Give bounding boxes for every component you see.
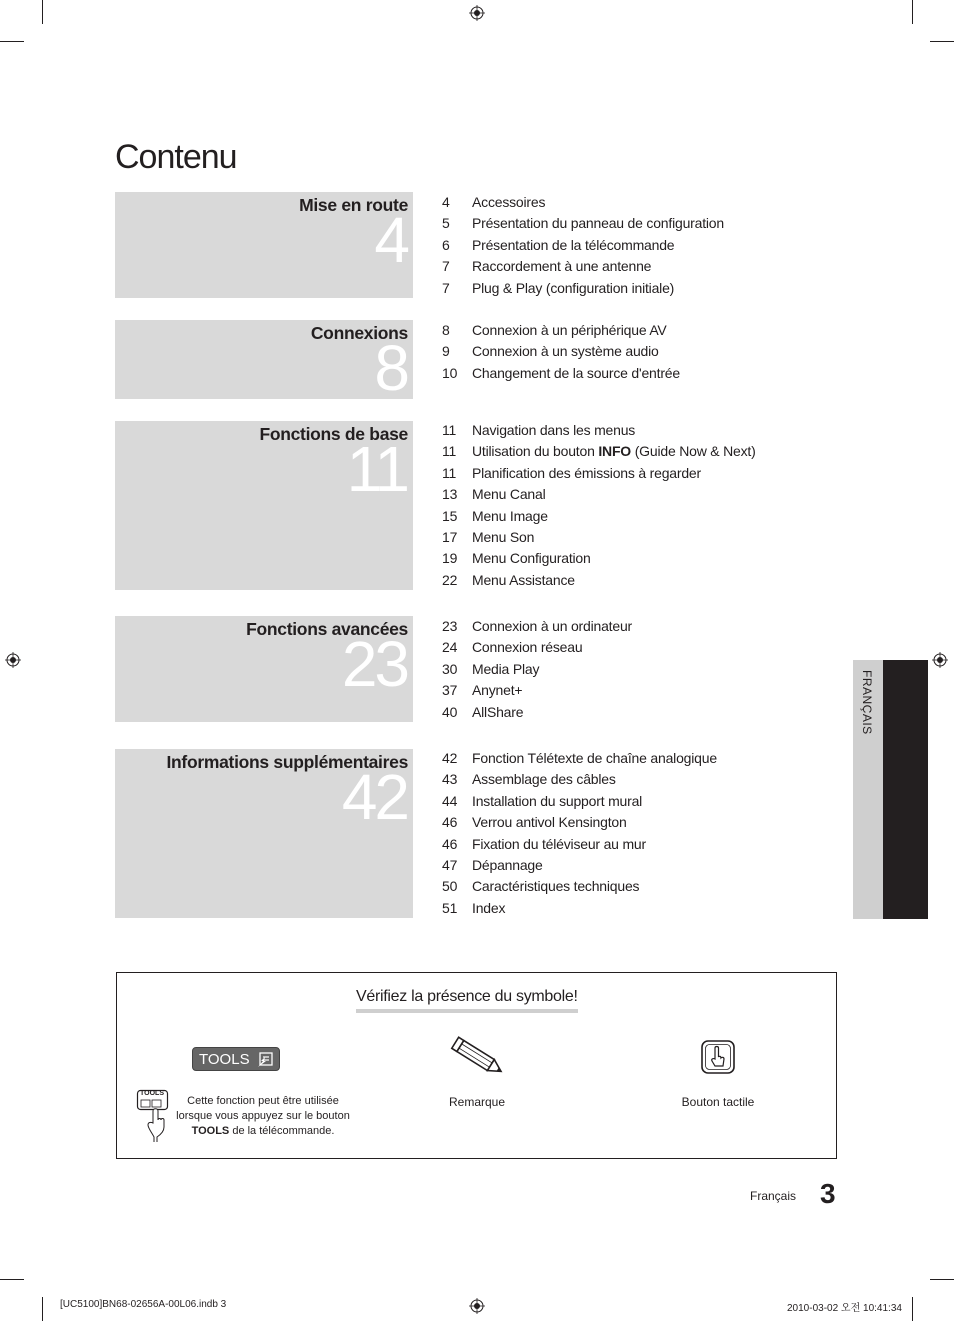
toc-page: 7 <box>442 258 450 275</box>
toc-text: Fonction Télétexte de chaîne analogique <box>472 750 717 766</box>
language-tab-label: FRANÇAIS <box>860 670 874 735</box>
toc-page: 30 <box>442 660 458 677</box>
toc-text: Menu Image <box>472 507 548 524</box>
toc-page: 9 <box>442 343 450 360</box>
toc-item[interactable] <box>442 506 756 527</box>
toc-page: 44 <box>442 792 458 809</box>
registration-mark-icon <box>469 1298 485 1314</box>
toc-item[interactable] <box>442 192 724 213</box>
toc-text: Connexion réseau <box>472 639 583 656</box>
toc-page: 42 <box>442 750 458 766</box>
toc-page: 11 <box>442 422 457 438</box>
section-number: 4 <box>374 204 407 276</box>
section-number: 11 <box>346 433 407 505</box>
tools-desc-end: de la télécommande. <box>229 1125 335 1137</box>
toc-text: Connexion à un système audio <box>472 343 659 360</box>
note-pencil-icon <box>447 1035 507 1084</box>
toc-item[interactable] <box>442 834 717 855</box>
section-box-connexions <box>115 320 413 404</box>
section-box-mise-en-route <box>115 192 413 298</box>
toc-text: Navigation dans les menus <box>472 422 636 438</box>
crop-mark <box>930 1279 954 1280</box>
toc-text: Présentation du panneau de configuration <box>472 215 724 232</box>
toc-item[interactable] <box>442 548 756 569</box>
toc-text: Utilisation du bouton <box>472 443 599 460</box>
toc-item[interactable] <box>442 876 717 897</box>
toc-text: Anynet+ <box>472 682 523 699</box>
section-name: Connexions <box>310 323 408 343</box>
footer-language: Français <box>750 1189 797 1203</box>
toc-page: 47 <box>442 856 458 873</box>
tools-description <box>176 1094 350 1139</box>
tools-desc-line: lorsque vous appuyez sur le bouton <box>176 1110 350 1122</box>
touch-button-icon <box>700 1040 736 1081</box>
toc-text: Menu Son <box>472 528 535 545</box>
toc-text: Planification des émissions à regarder <box>472 464 701 481</box>
toc-item[interactable] <box>442 702 632 723</box>
toc-item[interactable] <box>442 616 632 637</box>
toc-page: 22 <box>442 571 458 588</box>
toc-text: Verrou antivol Kensington <box>472 814 627 831</box>
tools-badge <box>192 1047 280 1071</box>
section-box-fonctions-de-base <box>115 421 413 590</box>
toc-list-informations-supplementaires <box>442 748 717 919</box>
toc-page: 17 <box>442 528 458 545</box>
toc-text: Présentation de la télécommande <box>472 236 675 253</box>
section-number: 42 <box>341 761 407 833</box>
toc-item[interactable] <box>442 213 724 234</box>
toc-item[interactable] <box>442 235 724 256</box>
toc-item[interactable] <box>442 898 717 919</box>
symbol-legend-title: Vérifiez la présence du symbole! <box>356 988 578 1013</box>
crop-mark <box>930 41 954 42</box>
toc-item[interactable] <box>442 637 632 658</box>
toc-page: 43 <box>442 771 458 788</box>
section-box-fonctions-avancees <box>115 616 413 722</box>
tools-badge-label: TOOLS <box>199 1051 250 1068</box>
toc-text: Assemblage des câbles <box>472 771 616 788</box>
toc-text: Index <box>472 899 506 916</box>
tools-desc-line: Cette fonction peut être utilisée <box>187 1095 339 1107</box>
toc-page: 5 <box>442 215 450 232</box>
toc-page: 24 <box>442 639 458 656</box>
section-number: 8 <box>374 332 407 404</box>
note-caption: Remarque <box>448 1095 506 1109</box>
toc-text: Connexion à un périphérique AV <box>472 322 667 338</box>
toc-page: 50 <box>442 878 458 895</box>
toc-text: Fixation du téléviseur au mur <box>472 835 646 852</box>
page-title: Contenu <box>115 138 237 176</box>
hand-icon-label: TOOLS <box>140 1090 164 1097</box>
registration-mark-icon <box>469 5 485 21</box>
registration-mark-icon <box>932 652 948 668</box>
toc-text: Media Play <box>472 660 540 677</box>
section-number: 23 <box>341 628 407 700</box>
tools-desc-line <box>176 1124 350 1139</box>
toc-item[interactable] <box>442 680 632 701</box>
toc-page: 37 <box>442 682 458 699</box>
toc-text: Menu Canal <box>472 486 546 503</box>
toc-text: Menu Assistance <box>472 571 575 588</box>
toc-list-fonctions-avancees <box>442 616 632 723</box>
toc-item[interactable] <box>442 463 756 484</box>
touch-button-caption: Bouton tactile <box>681 1095 755 1109</box>
toc-text: Dépannage <box>472 856 543 873</box>
toc-item[interactable] <box>442 527 756 548</box>
slug-filename: [UC5100]BN68-02656A-00L06.indb 3 <box>60 1299 227 1310</box>
toc-page: 46 <box>442 814 458 831</box>
section-name: Fonctions de base <box>259 424 408 444</box>
toc-text: Raccordement à une antenne <box>472 258 652 275</box>
toc-list-fonctions-de-base <box>442 420 756 591</box>
toc-page: 23 <box>442 618 458 634</box>
toc-item[interactable] <box>442 320 680 341</box>
crop-mark <box>0 41 24 42</box>
language-tab-block <box>883 660 928 919</box>
toc-item[interactable] <box>442 341 680 362</box>
toc-page: 6 <box>442 236 450 253</box>
toc-text-bold: INFO <box>598 443 632 460</box>
toc-item[interactable] <box>442 812 717 833</box>
toc-page: 40 <box>442 703 458 720</box>
toc-item[interactable] <box>442 420 756 441</box>
toc-item[interactable] <box>442 484 756 505</box>
tools-button-icon <box>256 1052 274 1068</box>
toc-page: 4 <box>442 194 450 210</box>
page-number: 3 <box>820 1178 836 1209</box>
section-name: Fonctions avancées <box>246 619 408 639</box>
toc-text: Plug & Play (configuration initiale) <box>472 279 675 296</box>
toc-page: 11 <box>442 464 457 481</box>
toc-text: Menu Configuration <box>472 550 591 567</box>
toc-text: AllShare <box>472 703 524 720</box>
toc-page: 19 <box>442 550 458 567</box>
registration-mark-icon <box>5 652 21 668</box>
toc-text: Caractéristiques techniques <box>472 878 640 895</box>
toc-item[interactable] <box>442 659 632 680</box>
tools-desc-bold: TOOLS <box>191 1125 230 1137</box>
toc-page: 51 <box>442 899 458 916</box>
section-box-informations-supplementaires <box>115 749 413 918</box>
section-name: Mise en route <box>299 195 408 215</box>
toc-page: 11 <box>442 443 457 460</box>
crop-mark <box>0 1279 24 1280</box>
toc-list-connexions <box>442 320 680 384</box>
toc-page: 10 <box>442 364 458 381</box>
toc-page: 46 <box>442 835 458 852</box>
crop-mark <box>912 0 913 24</box>
crop-mark <box>912 1297 913 1321</box>
toc-item[interactable] <box>442 441 756 462</box>
toc-item[interactable] <box>442 278 724 299</box>
crop-mark <box>42 0 43 24</box>
toc-text: (Guide Now & Next) <box>631 443 756 460</box>
toc-item[interactable] <box>442 855 717 876</box>
toc-item[interactable] <box>442 748 717 769</box>
toc-list-mise-en-route <box>442 192 724 299</box>
toc-text: Changement de la source d'entrée <box>472 364 680 381</box>
toc-text: Connexion à un ordinateur <box>472 618 633 634</box>
toc-item[interactable] <box>442 256 724 277</box>
toc-page: 8 <box>442 322 450 338</box>
crop-mark <box>42 1297 43 1321</box>
section-name: Informations supplémentaires <box>166 752 408 772</box>
toc-page: 7 <box>442 279 450 296</box>
toc-text: Accessoires <box>472 194 546 210</box>
toc-item[interactable] <box>442 791 717 812</box>
toc-item[interactable] <box>442 570 756 591</box>
toc-page: 15 <box>442 507 458 524</box>
slug-datetime: 2010-03-02 오전 10:41:34 <box>787 1303 902 1314</box>
toc-item[interactable] <box>442 769 717 790</box>
toc-text: Installation du support mural <box>472 792 643 809</box>
toc-page: 13 <box>442 486 458 503</box>
hand-pressing-tools-icon <box>136 1089 176 1148</box>
toc-item[interactable] <box>442 363 680 384</box>
